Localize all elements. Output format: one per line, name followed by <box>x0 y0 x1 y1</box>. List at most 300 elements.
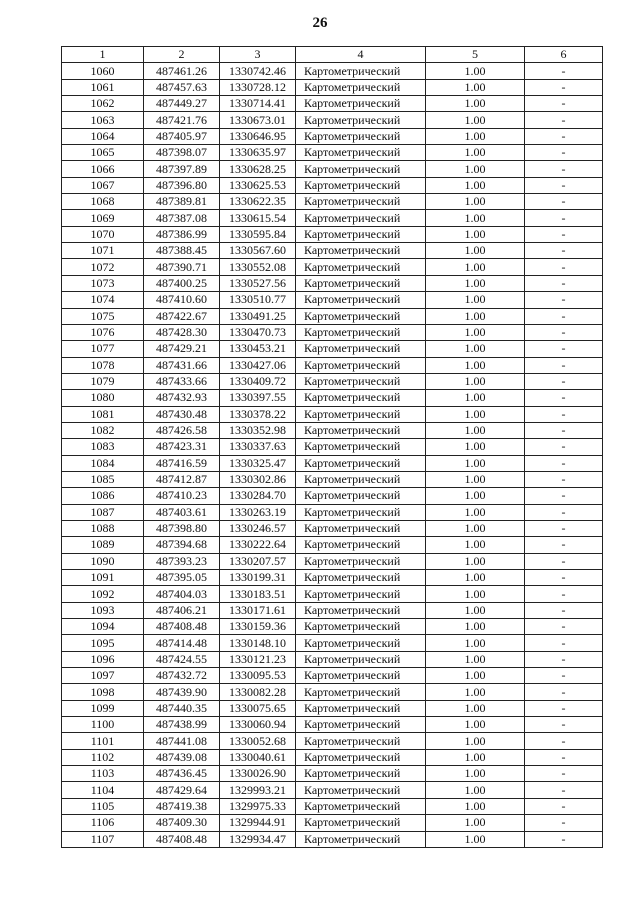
x-coordinate-cell: 487439.90 <box>144 684 220 700</box>
y-coordinate-cell: 1330742.46 <box>220 63 296 79</box>
table-row <box>62 145 603 161</box>
description-cell: - <box>525 471 603 487</box>
point-number-cell: 1091 <box>62 570 144 586</box>
y-coordinate-cell: 1329993.21 <box>220 782 296 798</box>
x-coordinate-cell: 487430.48 <box>144 406 220 422</box>
accuracy-cell: 1.00 <box>426 439 525 455</box>
y-coordinate-cell: 1330183.51 <box>220 586 296 602</box>
x-coordinate-cell: 487393.23 <box>144 553 220 569</box>
point-number-cell: 1078 <box>62 357 144 373</box>
x-coordinate-cell: 487387.08 <box>144 210 220 226</box>
table-row <box>62 717 603 733</box>
y-coordinate-cell: 1330052.68 <box>220 733 296 749</box>
y-coordinate-cell: 1330159.36 <box>220 619 296 635</box>
column-header-3: 3 <box>220 47 296 63</box>
method-cell: Картометрический <box>296 700 426 716</box>
table-row <box>62 226 603 242</box>
method-cell: Картометрический <box>296 455 426 471</box>
point-number-cell: 1092 <box>62 586 144 602</box>
point-number-cell: 1065 <box>62 145 144 161</box>
point-number-cell: 1083 <box>62 439 144 455</box>
point-number-cell: 1082 <box>62 422 144 438</box>
description-cell: - <box>525 815 603 831</box>
description-cell: - <box>525 308 603 324</box>
description-cell: - <box>525 112 603 128</box>
y-coordinate-cell: 1330171.61 <box>220 602 296 618</box>
point-number-cell: 1074 <box>62 292 144 308</box>
accuracy-cell: 1.00 <box>426 520 525 536</box>
x-coordinate-cell: 487441.08 <box>144 733 220 749</box>
description-cell: - <box>525 406 603 422</box>
table-row <box>62 455 603 471</box>
x-coordinate-cell: 487457.63 <box>144 79 220 95</box>
table-row <box>62 177 603 193</box>
method-cell: Картометрический <box>296 357 426 373</box>
accuracy-cell: 1.00 <box>426 357 525 373</box>
method-cell: Картометрический <box>296 259 426 275</box>
table-row <box>62 373 603 389</box>
y-coordinate-cell: 1330409.72 <box>220 373 296 389</box>
accuracy-cell: 1.00 <box>426 619 525 635</box>
y-coordinate-cell: 1330082.28 <box>220 684 296 700</box>
accuracy-cell: 1.00 <box>426 406 525 422</box>
method-cell: Картометрический <box>296 602 426 618</box>
method-cell: Картометрический <box>296 717 426 733</box>
point-number-cell: 1063 <box>62 112 144 128</box>
y-coordinate-cell: 1330453.21 <box>220 341 296 357</box>
point-number-cell: 1105 <box>62 798 144 814</box>
method-cell: Картометрический <box>296 194 426 210</box>
accuracy-cell: 1.00 <box>426 79 525 95</box>
accuracy-cell: 1.00 <box>426 161 525 177</box>
description-cell: - <box>525 700 603 716</box>
x-coordinate-cell: 487416.59 <box>144 455 220 471</box>
x-coordinate-cell: 487429.64 <box>144 782 220 798</box>
point-number-cell: 1102 <box>62 749 144 765</box>
point-number-cell: 1100 <box>62 717 144 733</box>
x-coordinate-cell: 487461.26 <box>144 63 220 79</box>
y-coordinate-cell: 1330728.12 <box>220 79 296 95</box>
method-cell: Картометрический <box>296 177 426 193</box>
accuracy-cell: 1.00 <box>426 292 525 308</box>
method-cell: Картометрический <box>296 275 426 291</box>
accuracy-cell: 1.00 <box>426 766 525 782</box>
table-row <box>62 128 603 144</box>
y-coordinate-cell: 1330325.47 <box>220 455 296 471</box>
accuracy-cell: 1.00 <box>426 145 525 161</box>
x-coordinate-cell: 487394.68 <box>144 537 220 553</box>
column-header-4: 4 <box>296 47 426 63</box>
table-row <box>62 275 603 291</box>
table-row <box>62 782 603 798</box>
description-cell: - <box>525 798 603 814</box>
x-coordinate-cell: 487436.45 <box>144 766 220 782</box>
description-cell: - <box>525 635 603 651</box>
table-row <box>62 210 603 226</box>
accuracy-cell: 1.00 <box>426 782 525 798</box>
accuracy-cell: 1.00 <box>426 210 525 226</box>
description-cell: - <box>525 96 603 112</box>
x-coordinate-cell: 487408.48 <box>144 831 220 847</box>
x-coordinate-cell: 487438.99 <box>144 717 220 733</box>
table-row <box>62 798 603 814</box>
x-coordinate-cell: 487440.35 <box>144 700 220 716</box>
point-number-cell: 1068 <box>62 194 144 210</box>
method-cell: Картометрический <box>296 145 426 161</box>
table-row <box>62 668 603 684</box>
y-coordinate-cell: 1330284.70 <box>220 488 296 504</box>
y-coordinate-cell: 1330567.60 <box>220 243 296 259</box>
x-coordinate-cell: 487423.31 <box>144 439 220 455</box>
y-coordinate-cell: 1330207.57 <box>220 553 296 569</box>
table-row <box>62 259 603 275</box>
point-number-cell: 1071 <box>62 243 144 259</box>
description-cell: - <box>525 831 603 847</box>
x-coordinate-cell: 487432.72 <box>144 668 220 684</box>
x-coordinate-cell: 487386.99 <box>144 226 220 242</box>
method-cell: Картометрический <box>296 488 426 504</box>
description-cell: - <box>525 782 603 798</box>
table-row <box>62 243 603 259</box>
description-cell: - <box>525 455 603 471</box>
point-number-cell: 1096 <box>62 651 144 667</box>
x-coordinate-cell: 487424.55 <box>144 651 220 667</box>
accuracy-cell: 1.00 <box>426 537 525 553</box>
point-number-cell: 1060 <box>62 63 144 79</box>
accuracy-cell: 1.00 <box>426 570 525 586</box>
accuracy-cell: 1.00 <box>426 341 525 357</box>
y-coordinate-cell: 1330595.84 <box>220 226 296 242</box>
method-cell: Картометрический <box>296 79 426 95</box>
x-coordinate-cell: 487398.80 <box>144 520 220 536</box>
y-coordinate-cell: 1330625.53 <box>220 177 296 193</box>
column-header-6: 6 <box>525 47 603 63</box>
point-number-cell: 1067 <box>62 177 144 193</box>
accuracy-cell: 1.00 <box>426 243 525 259</box>
method-cell: Картометрический <box>296 324 426 340</box>
point-number-cell: 1069 <box>62 210 144 226</box>
table-row <box>62 651 603 667</box>
point-number-cell: 1097 <box>62 668 144 684</box>
point-number-cell: 1076 <box>62 324 144 340</box>
x-coordinate-cell: 487439.08 <box>144 749 220 765</box>
accuracy-cell: 1.00 <box>426 63 525 79</box>
y-coordinate-cell: 1330646.95 <box>220 128 296 144</box>
method-cell: Картометрический <box>296 390 426 406</box>
method-cell: Картометрический <box>296 308 426 324</box>
accuracy-cell: 1.00 <box>426 602 525 618</box>
description-cell: - <box>525 259 603 275</box>
table-row <box>62 422 603 438</box>
accuracy-cell: 1.00 <box>426 684 525 700</box>
accuracy-cell: 1.00 <box>426 831 525 847</box>
method-cell: Картометрический <box>296 96 426 112</box>
column-header-5: 5 <box>426 47 525 63</box>
method-cell: Картометрический <box>296 766 426 782</box>
description-cell: - <box>525 422 603 438</box>
method-cell: Картометрический <box>296 128 426 144</box>
method-cell: Картометрический <box>296 439 426 455</box>
method-cell: Картометрический <box>296 373 426 389</box>
table-row <box>62 619 603 635</box>
y-coordinate-cell: 1330552.08 <box>220 259 296 275</box>
method-cell: Картометрический <box>296 226 426 242</box>
description-cell: - <box>525 373 603 389</box>
point-number-cell: 1103 <box>62 766 144 782</box>
y-coordinate-cell: 1329975.33 <box>220 798 296 814</box>
table-row <box>62 520 603 536</box>
table-row <box>62 700 603 716</box>
description-cell: - <box>525 439 603 455</box>
y-coordinate-cell: 1330352.98 <box>220 422 296 438</box>
x-coordinate-cell: 487409.30 <box>144 815 220 831</box>
x-coordinate-cell: 487449.27 <box>144 96 220 112</box>
description-cell: - <box>525 226 603 242</box>
accuracy-cell: 1.00 <box>426 112 525 128</box>
description-cell: - <box>525 619 603 635</box>
description-cell: - <box>525 733 603 749</box>
description-cell: - <box>525 586 603 602</box>
y-coordinate-cell: 1330222.64 <box>220 537 296 553</box>
table-row <box>62 471 603 487</box>
point-number-cell: 1072 <box>62 259 144 275</box>
x-coordinate-cell: 487408.48 <box>144 619 220 635</box>
point-number-cell: 1107 <box>62 831 144 847</box>
point-number-cell: 1106 <box>62 815 144 831</box>
x-coordinate-cell: 487406.21 <box>144 602 220 618</box>
table-row <box>62 324 603 340</box>
y-coordinate-cell: 1330397.55 <box>220 390 296 406</box>
point-number-cell: 1080 <box>62 390 144 406</box>
y-coordinate-cell: 1330622.35 <box>220 194 296 210</box>
point-number-cell: 1075 <box>62 308 144 324</box>
description-cell: - <box>525 161 603 177</box>
point-number-cell: 1073 <box>62 275 144 291</box>
accuracy-cell: 1.00 <box>426 815 525 831</box>
method-cell: Картометрический <box>296 635 426 651</box>
accuracy-cell: 1.00 <box>426 455 525 471</box>
table-row <box>62 439 603 455</box>
description-cell: - <box>525 275 603 291</box>
method-cell: Картометрический <box>296 798 426 814</box>
table-header-row <box>62 47 603 63</box>
point-number-cell: 1077 <box>62 341 144 357</box>
method-cell: Картометрический <box>296 504 426 520</box>
table-row <box>62 63 603 79</box>
table-row <box>62 161 603 177</box>
method-cell: Картометрический <box>296 520 426 536</box>
description-cell: - <box>525 63 603 79</box>
method-cell: Картометрический <box>296 292 426 308</box>
method-cell: Картометрический <box>296 112 426 128</box>
point-number-cell: 1089 <box>62 537 144 553</box>
method-cell: Картометрический <box>296 733 426 749</box>
y-coordinate-cell: 1330628.25 <box>220 161 296 177</box>
method-cell: Картометрический <box>296 782 426 798</box>
table-row <box>62 488 603 504</box>
accuracy-cell: 1.00 <box>426 308 525 324</box>
point-number-cell: 1087 <box>62 504 144 520</box>
x-coordinate-cell: 487412.87 <box>144 471 220 487</box>
accuracy-cell: 1.00 <box>426 422 525 438</box>
description-cell: - <box>525 194 603 210</box>
point-number-cell: 1084 <box>62 455 144 471</box>
point-number-cell: 1064 <box>62 128 144 144</box>
method-cell: Картометрический <box>296 684 426 700</box>
x-coordinate-cell: 487400.25 <box>144 275 220 291</box>
point-number-cell: 1090 <box>62 553 144 569</box>
point-number-cell: 1062 <box>62 96 144 112</box>
x-coordinate-cell: 487428.30 <box>144 324 220 340</box>
y-coordinate-cell: 1330060.94 <box>220 717 296 733</box>
y-coordinate-cell: 1330673.01 <box>220 112 296 128</box>
x-coordinate-cell: 487429.21 <box>144 341 220 357</box>
table-row <box>62 357 603 373</box>
y-coordinate-cell: 1330302.86 <box>220 471 296 487</box>
table-row <box>62 831 603 847</box>
x-coordinate-cell: 487403.61 <box>144 504 220 520</box>
table-row <box>62 766 603 782</box>
accuracy-cell: 1.00 <box>426 128 525 144</box>
accuracy-cell: 1.00 <box>426 651 525 667</box>
description-cell: - <box>525 79 603 95</box>
y-coordinate-cell: 1330337.63 <box>220 439 296 455</box>
y-coordinate-cell: 1330491.25 <box>220 308 296 324</box>
y-coordinate-cell: 1330527.56 <box>220 275 296 291</box>
point-number-cell: 1085 <box>62 471 144 487</box>
y-coordinate-cell: 1330095.53 <box>220 668 296 684</box>
table-row <box>62 553 603 569</box>
description-cell: - <box>525 504 603 520</box>
description-cell: - <box>525 177 603 193</box>
x-coordinate-cell: 487410.60 <box>144 292 220 308</box>
point-number-cell: 1088 <box>62 520 144 536</box>
method-cell: Картометрический <box>296 537 426 553</box>
description-cell: - <box>525 766 603 782</box>
y-coordinate-cell: 1330635.97 <box>220 145 296 161</box>
method-cell: Картометрический <box>296 749 426 765</box>
description-cell: - <box>525 292 603 308</box>
point-number-cell: 1066 <box>62 161 144 177</box>
method-cell: Картометрический <box>296 570 426 586</box>
accuracy-cell: 1.00 <box>426 586 525 602</box>
page-number: 26 <box>312 15 328 31</box>
description-cell: - <box>525 210 603 226</box>
y-coordinate-cell: 1330075.65 <box>220 700 296 716</box>
table-row <box>62 749 603 765</box>
table-row <box>62 570 603 586</box>
accuracy-cell: 1.00 <box>426 373 525 389</box>
point-number-cell: 1094 <box>62 619 144 635</box>
description-cell: - <box>525 553 603 569</box>
table-row <box>62 537 603 553</box>
coordinates-table <box>61 46 603 848</box>
description-cell: - <box>525 357 603 373</box>
table-body <box>62 63 603 848</box>
method-cell: Картометрический <box>296 161 426 177</box>
y-coordinate-cell: 1330040.61 <box>220 749 296 765</box>
x-coordinate-cell: 487405.97 <box>144 128 220 144</box>
y-coordinate-cell: 1330510.77 <box>220 292 296 308</box>
x-coordinate-cell: 487426.58 <box>144 422 220 438</box>
y-coordinate-cell: 1330026.90 <box>220 766 296 782</box>
method-cell: Картометрический <box>296 831 426 847</box>
description-cell: - <box>525 128 603 144</box>
x-coordinate-cell: 487388.45 <box>144 243 220 259</box>
description-cell: - <box>525 749 603 765</box>
accuracy-cell: 1.00 <box>426 226 525 242</box>
y-coordinate-cell: 1330121.23 <box>220 651 296 667</box>
description-cell: - <box>525 145 603 161</box>
point-number-cell: 1079 <box>62 373 144 389</box>
accuracy-cell: 1.00 <box>426 275 525 291</box>
description-cell: - <box>525 520 603 536</box>
y-coordinate-cell: 1330615.54 <box>220 210 296 226</box>
y-coordinate-cell: 1329944.91 <box>220 815 296 831</box>
description-cell: - <box>525 537 603 553</box>
accuracy-cell: 1.00 <box>426 390 525 406</box>
description-cell: - <box>525 570 603 586</box>
accuracy-cell: 1.00 <box>426 194 525 210</box>
description-cell: - <box>525 243 603 259</box>
accuracy-cell: 1.00 <box>426 733 525 749</box>
method-cell: Картометрический <box>296 471 426 487</box>
method-cell: Картометрический <box>296 210 426 226</box>
accuracy-cell: 1.00 <box>426 717 525 733</box>
table-row <box>62 684 603 700</box>
y-coordinate-cell: 1330199.31 <box>220 570 296 586</box>
point-number-cell: 1099 <box>62 700 144 716</box>
point-number-cell: 1098 <box>62 684 144 700</box>
description-cell: - <box>525 684 603 700</box>
accuracy-cell: 1.00 <box>426 177 525 193</box>
method-cell: Картометрический <box>296 586 426 602</box>
point-number-cell: 1104 <box>62 782 144 798</box>
table-row <box>62 194 603 210</box>
table-row <box>62 504 603 520</box>
point-number-cell: 1101 <box>62 733 144 749</box>
x-coordinate-cell: 487414.48 <box>144 635 220 651</box>
table-row <box>62 292 603 308</box>
x-coordinate-cell: 487396.80 <box>144 177 220 193</box>
description-cell: - <box>525 488 603 504</box>
table-row <box>62 733 603 749</box>
column-header-1: 1 <box>62 47 144 63</box>
y-coordinate-cell: 1330427.06 <box>220 357 296 373</box>
accuracy-cell: 1.00 <box>426 471 525 487</box>
accuracy-cell: 1.00 <box>426 798 525 814</box>
x-coordinate-cell: 487419.38 <box>144 798 220 814</box>
x-coordinate-cell: 487432.93 <box>144 390 220 406</box>
method-cell: Картометрический <box>296 243 426 259</box>
method-cell: Картометрический <box>296 815 426 831</box>
y-coordinate-cell: 1330378.22 <box>220 406 296 422</box>
x-coordinate-cell: 487421.76 <box>144 112 220 128</box>
table-row <box>62 815 603 831</box>
x-coordinate-cell: 487431.66 <box>144 357 220 373</box>
point-number-cell: 1070 <box>62 226 144 242</box>
y-coordinate-cell: 1329934.47 <box>220 831 296 847</box>
description-cell: - <box>525 668 603 684</box>
method-cell: Картометрический <box>296 406 426 422</box>
accuracy-cell: 1.00 <box>426 749 525 765</box>
point-number-cell: 1061 <box>62 79 144 95</box>
x-coordinate-cell: 487398.07 <box>144 145 220 161</box>
accuracy-cell: 1.00 <box>426 96 525 112</box>
x-coordinate-cell: 487410.23 <box>144 488 220 504</box>
y-coordinate-cell: 1330470.73 <box>220 324 296 340</box>
table-row <box>62 602 603 618</box>
